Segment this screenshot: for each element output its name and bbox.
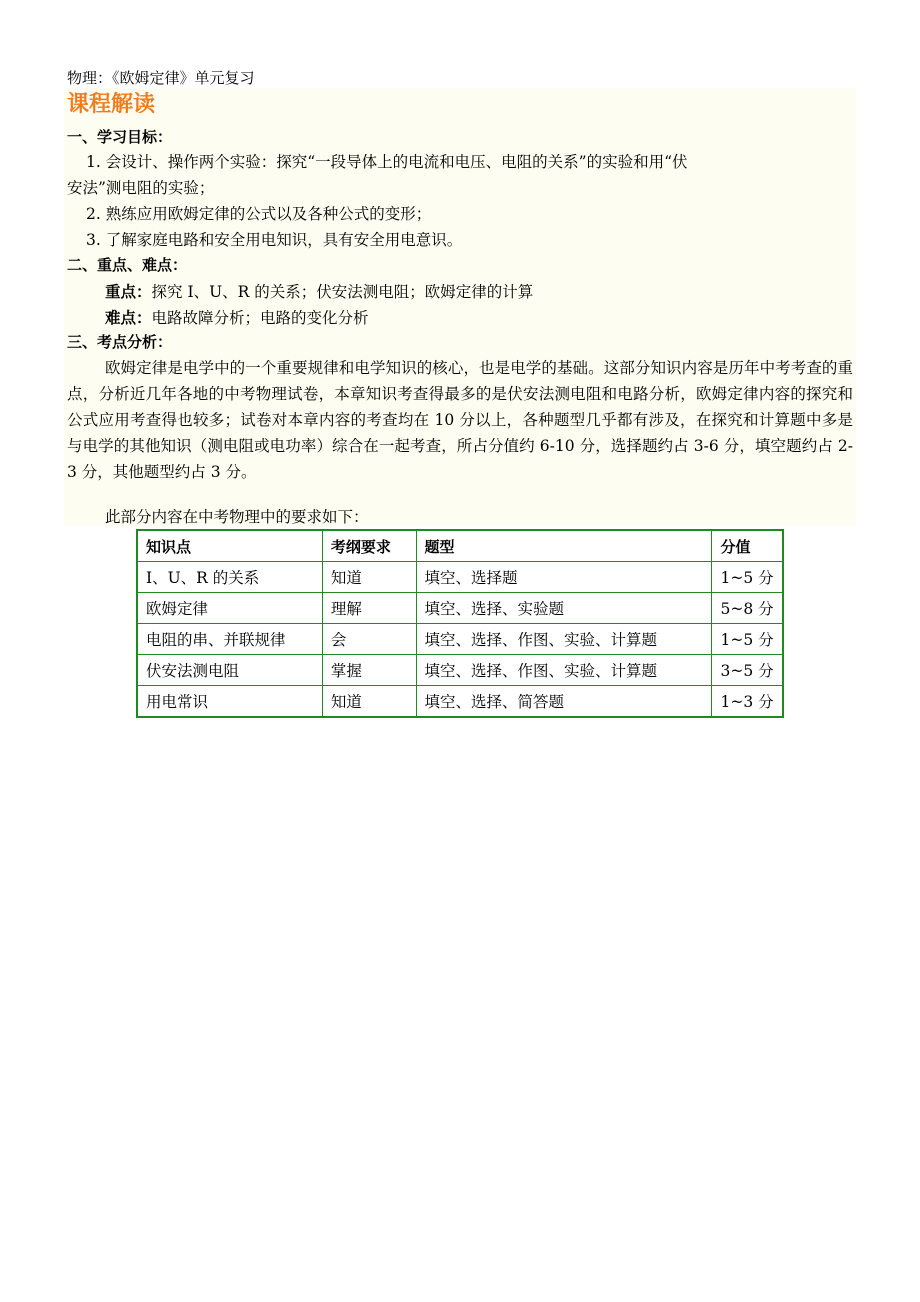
document-header: 物理：《欧姆定律》单元复习 [67,69,255,87]
goal-text: 熟练应用欧姆定律的公式以及各种公式的变形； [105,205,432,223]
cell-question-type: 填空、选择、作图、实验、计算题 [416,655,712,686]
cell-score: 1~5 分 [712,562,783,593]
cell-question-type: 填空、选择、简答题 [416,686,712,718]
table-row [137,593,783,624]
requirement-intro: 此部分内容在中考物理中的要求如下： [105,508,369,526]
goal-number: 3. [86,231,101,249]
key-points-heading: 二、重点、难点： [67,256,188,274]
goals-heading: 一、学习目标： [67,128,173,146]
table-header-row [137,530,783,562]
goal-number: 2. [86,205,101,223]
difficult-point-line [105,306,369,330]
key-point-line [105,280,533,304]
difficult-point-label: 难点： [105,309,152,327]
column-header-question-type: 题型 [416,530,712,562]
cell-question-type: 填空、选择、作图、实验、计算题 [416,624,712,655]
difficult-point-text: 电路故障分析；电路的变化分析 [151,309,369,327]
goal-text: 了解家庭电路和安全用电知识，具有安全用电意识。 [105,231,463,249]
cell-requirement: 理解 [322,593,416,624]
cell-knowledge: 伏安法测电阻 [137,655,322,686]
requirements-table [136,529,784,718]
table-row [137,686,783,718]
cell-score: 1~3 分 [712,686,783,718]
column-header-knowledge: 知识点 [137,530,322,562]
cell-score: 1~5 分 [712,624,783,655]
cell-question-type: 填空、选择、实验题 [416,593,712,624]
cell-requirement: 知道 [322,562,416,593]
cell-requirement: 掌握 [322,655,416,686]
goal-number: 1. [86,153,101,171]
analysis-heading: 三、考点分析： [67,333,173,351]
cell-requirement: 会 [322,624,416,655]
cell-score: 3~5 分 [712,655,783,686]
cell-knowledge: 用电常识 [137,686,322,718]
cell-knowledge: 电阻的串、并联规律 [137,624,322,655]
cell-score: 5~8 分 [712,593,783,624]
key-point-label: 重点： [105,283,152,301]
key-point-text: 探究 I、U、R 的关系；伏安法测电阻；欧姆定律的计算 [151,283,534,301]
table-row [137,624,783,655]
column-header-requirement: 考纲要求 [322,530,416,562]
column-header-score: 分值 [712,530,783,562]
section-title: 课程解读 [67,92,156,117]
table-row [137,655,783,686]
cell-knowledge: 欧姆定律 [137,593,322,624]
analysis-paragraph: 欧姆定律是电学中的一个重要规律和电学知识的核心，也是电学的基础。这部分知识内容是历年中考考查的重点，分析近几年各地的中考物理试卷，本章知识考查得最多的是伏安法测电阻和电路分析，欧姆定律内容的探究和公式应用考查得也较多；试卷对本章内容的考查均在 10 分以上，各种题型几乎都有涉及，在探究和计算题中多是与电学的其他知识（测电阻或电功率）综合在一起考查，所占分值约 6-10 分，选择题约占 3-6 分，填空题约占 2-3 分，其他题型约占 3 分。 [67,359,853,481]
table-row [137,562,783,593]
goal-text: 会设计、操作两个实验：探究“一段导体上的电流和电压、电阻的关系”的实验和用“伏 [105,153,688,171]
goal-item-1 [86,150,688,174]
cell-knowledge: I、U、R 的关系 [137,562,322,593]
cell-question-type: 填空、选择题 [416,562,712,593]
cell-requirement: 知道 [322,686,416,718]
goal-item-2 [86,202,431,226]
goal-item-1-continued: 安法”测电阻的实验； [67,179,215,197]
goal-item-3 [86,228,462,252]
